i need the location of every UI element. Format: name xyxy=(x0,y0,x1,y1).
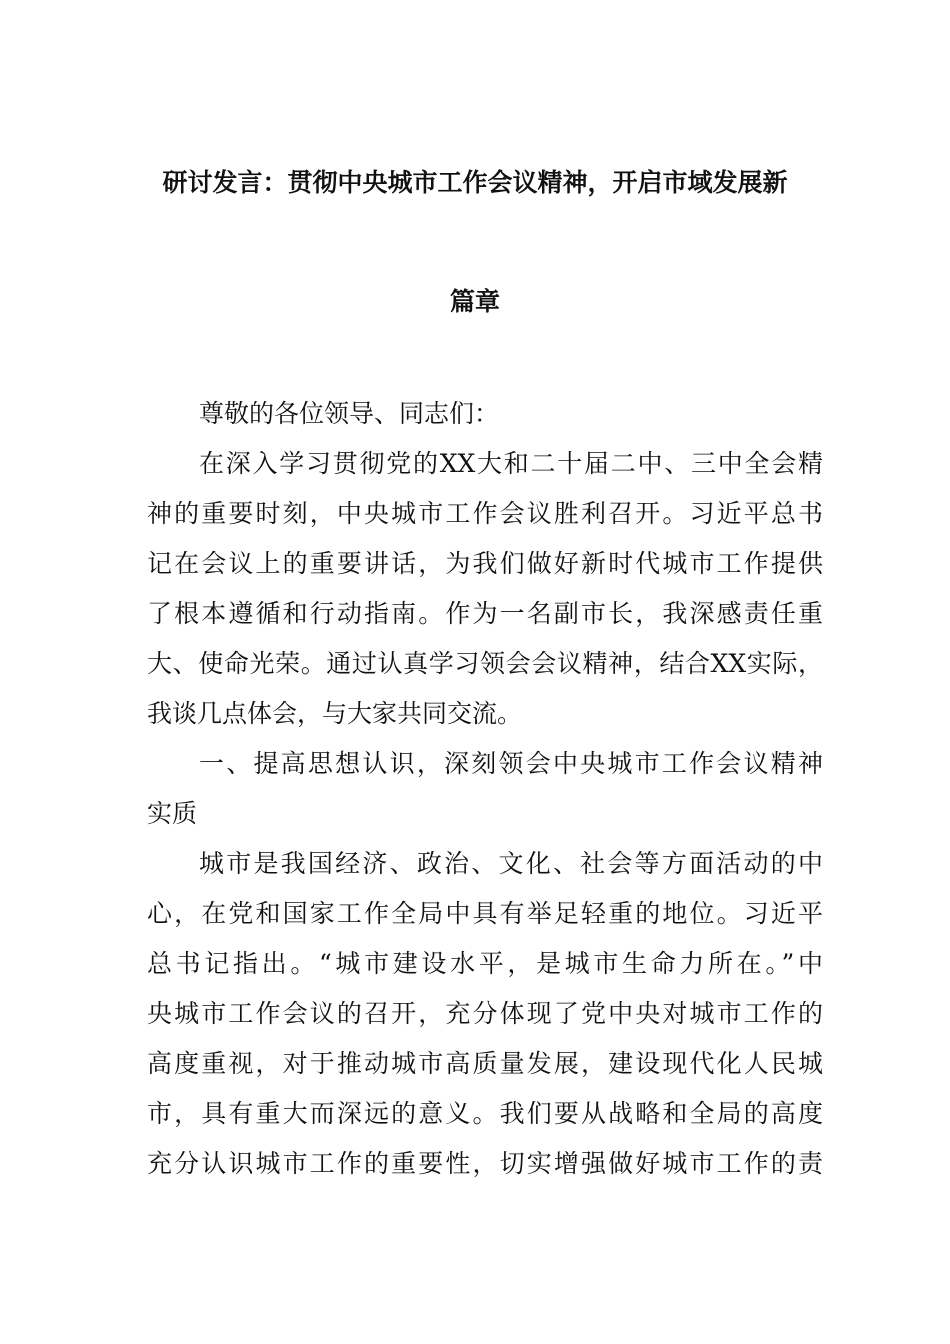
section-heading: 实质 xyxy=(147,799,198,828)
document-body xyxy=(147,398,823,1198)
text-line: 心，在党和国家工作全局中具有举足轻重的地位。习近平 xyxy=(147,899,823,928)
salutation: 尊敬的各位领导、同志们： xyxy=(199,399,500,428)
text-line: 我谈几点体会，与大家共同交流。 xyxy=(147,699,523,728)
text-line: 央城市工作会议的召开，充分体现了党中央对城市工作的 xyxy=(147,999,823,1028)
text-line: 总书记指出。“城市建设水平，是城市生命力所在。”中 xyxy=(147,949,823,978)
text-line: 在深入学习贯彻党的XX大和二十届二中、三中全会精 xyxy=(199,449,823,478)
document-title-line-2: 篇章 xyxy=(449,287,500,316)
document-title-line-1: 研讨发言：贯彻中央城市工作会议精神，开启市域发展新 xyxy=(162,168,788,197)
section-heading: 一、提高思想认识，深刻领会中央城市工作会议精神 xyxy=(199,749,823,778)
text-line: 高度重视，对于推动城市高质量发展，建设现代化人民城 xyxy=(147,1049,823,1078)
text-line: 城市是我国经济、政治、文化、社会等方面活动的中 xyxy=(199,849,823,878)
text-line: 充分认识城市工作的重要性，切实增强做好城市工作的责 xyxy=(147,1149,823,1178)
text-line: 市，具有重大而深远的意义。我们要从战略和全局的高度 xyxy=(147,1099,823,1128)
text-line: 了根本遵循和行动指南。作为一名副市长，我深感责任重 xyxy=(147,599,823,628)
text-line: 神的重要时刻，中央城市工作会议胜利召开。习近平总书 xyxy=(147,499,823,528)
text-line: 记在会议上的重要讲话，为我们做好新时代城市工作提供 xyxy=(147,549,823,578)
text-line: 大、使命光荣。通过认真学习领会会议精神，结合XX实际， xyxy=(147,649,823,678)
